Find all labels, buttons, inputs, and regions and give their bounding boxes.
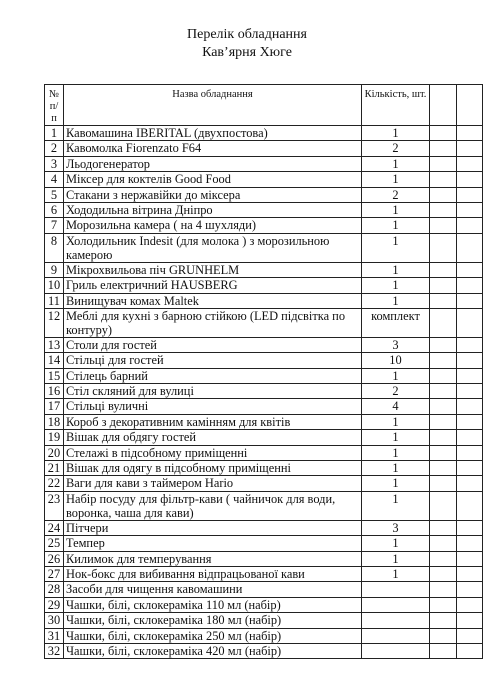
row-number: 30 [45,613,64,628]
row-quantity: комплект [362,308,430,337]
row-number: 4 [45,172,64,187]
row-number: 18 [45,414,64,429]
row-quantity: 1 [362,233,430,262]
row-equipment-name: Меблі для кухні з барною стійкою (LED підсвітка по контуру) [64,308,362,337]
row-number: 7 [45,218,64,233]
row-quantity: 1 [362,566,430,581]
row-equipment-name: Чашки, білі, склокераміка 110 мл (набір) [64,597,362,612]
row-equipment-name: Холодильник Indesit (для молока ) з морозильною камерою [64,233,362,262]
row-extra-2 [457,399,483,414]
row-extra-1 [430,156,457,171]
table-row [45,233,483,262]
row-extra-2 [457,536,483,551]
row-quantity: 1 [362,202,430,217]
row-number: 25 [45,536,64,551]
table-row [45,520,483,535]
table-row [45,613,483,628]
table-row [45,368,483,383]
row-number: 31 [45,628,64,643]
row-extra-2 [457,308,483,337]
row-equipment-name: Засоби для чищення кавомашини [64,582,362,597]
row-extra-2 [457,337,483,352]
row-equipment-name: Пітчери [64,520,362,535]
row-number: 19 [45,430,64,445]
row-quantity: 1 [362,368,430,383]
row-number: 6 [45,202,64,217]
row-quantity: 1 [362,445,430,460]
table-row [45,643,483,658]
table-row [45,628,483,643]
row-number: 22 [45,476,64,491]
row-number: 12 [45,308,64,337]
row-extra-1 [430,278,457,293]
table-row [45,566,483,581]
table-row [45,187,483,202]
row-number: 27 [45,566,64,581]
row-quantity: 1 [362,262,430,277]
row-extra-1 [430,628,457,643]
row-quantity: 1 [362,126,430,141]
row-equipment-name: Кавомашина IBERITAL (двухпостова) [64,126,362,141]
row-number: 5 [45,187,64,202]
table-row [45,445,483,460]
row-extra-2 [457,643,483,658]
row-number: 23 [45,491,64,520]
row-extra-1 [430,262,457,277]
row-extra-1 [430,202,457,217]
row-quantity: 1 [362,414,430,429]
row-extra-1 [430,308,457,337]
row-equipment-name: Нок-бокс для вибивання відпрацьованої кави [64,566,362,581]
row-quantity: 2 [362,384,430,399]
row-number: 32 [45,643,64,658]
row-number: 29 [45,597,64,612]
row-extra-1 [430,613,457,628]
row-number: 24 [45,520,64,535]
row-equipment-name: Стелажі в підсобному приміщенні [64,445,362,460]
row-quantity: 1 [362,551,430,566]
row-extra-2 [457,353,483,368]
row-extra-1 [430,461,457,476]
row-equipment-name: Стільці вуличні [64,399,362,414]
row-equipment-name: Чашки, білі, склокераміка 250 мл (набір) [64,628,362,643]
row-quantity: 1 [362,461,430,476]
table-row [45,156,483,171]
row-number: 28 [45,582,64,597]
row-extra-2 [457,202,483,217]
row-extra-2 [457,461,483,476]
row-extra-1 [430,218,457,233]
row-equipment-name: Вішак для одягу в підсобному приміщенні [64,461,362,476]
row-extra-1 [430,551,457,566]
table-row [45,597,483,612]
row-extra-2 [457,293,483,308]
row-quantity: 10 [362,353,430,368]
row-number: 26 [45,551,64,566]
row-extra-2 [457,520,483,535]
row-equipment-name: Льодогенератор [64,156,362,171]
row-number: 13 [45,337,64,352]
row-extra-1 [430,141,457,156]
row-extra-2 [457,491,483,520]
row-quantity: 1 [362,430,430,445]
row-quantity: 1 [362,172,430,187]
row-extra-2 [457,218,483,233]
row-equipment-name: Набір посуду для фільтр-кави ( чайничок для води, воронка, чаша для кави) [64,491,362,520]
table-row [45,262,483,277]
row-extra-1 [430,430,457,445]
row-number: 14 [45,353,64,368]
row-number: 3 [45,156,64,171]
row-number: 15 [45,368,64,383]
row-equipment-name: Стільці для гостей [64,353,362,368]
table-row [45,582,483,597]
row-number: 16 [45,384,64,399]
header-extra-2 [457,85,483,126]
row-quantity: 2 [362,187,430,202]
table-row [45,293,483,308]
row-extra-2 [457,445,483,460]
row-extra-2 [457,582,483,597]
row-extra-1 [430,414,457,429]
row-number: 8 [45,233,64,262]
table-row [45,430,483,445]
row-quantity [362,597,430,612]
row-quantity [362,628,430,643]
document-subtitle: Кав’ярня Хюге [202,45,292,60]
table-row [45,491,483,520]
row-quantity: 1 [362,476,430,491]
row-quantity: 1 [362,293,430,308]
row-extra-1 [430,172,457,187]
table-header-row [45,85,483,126]
row-equipment-name: Стілець барний [64,368,362,383]
row-quantity: 4 [362,399,430,414]
row-number: 9 [45,262,64,277]
row-extra-2 [457,613,483,628]
row-quantity: 1 [362,218,430,233]
row-quantity [362,643,430,658]
row-equipment-name: Мікрохвильова піч GRUNHELM [64,262,362,277]
equipment-table [44,84,483,659]
header-quantity: Кількість, шт. [362,85,430,126]
row-equipment-name: Стакани з нержавійки до міксера [64,187,362,202]
row-extra-2 [457,141,483,156]
row-quantity: 1 [362,156,430,171]
table-row [45,476,483,491]
row-extra-1 [430,126,457,141]
row-quantity: 3 [362,337,430,352]
table-row [45,126,483,141]
row-extra-1 [430,643,457,658]
row-equipment-name: Вішак для обдягу гостей [64,430,362,445]
header-extra-1 [430,85,457,126]
table-row [45,399,483,414]
row-equipment-name: Стіл скляний для вулиці [64,384,362,399]
table-row [45,308,483,337]
row-equipment-name: Винищувач комах Maltek [64,293,362,308]
row-extra-1 [430,597,457,612]
row-extra-2 [457,476,483,491]
row-extra-2 [457,278,483,293]
header-number: № п/п [45,85,64,126]
table-row [45,461,483,476]
table-row [45,414,483,429]
table-row [45,141,483,156]
table-row [45,172,483,187]
row-quantity: 2 [362,141,430,156]
table-row [45,218,483,233]
row-extra-1 [430,384,457,399]
header-name: Назва обладнання [64,85,362,126]
row-equipment-name: Короб з декоративним камінням для квітів [64,414,362,429]
table-row [45,536,483,551]
row-extra-1 [430,233,457,262]
row-extra-2 [457,126,483,141]
row-extra-1 [430,187,457,202]
row-extra-1 [430,582,457,597]
row-extra-1 [430,536,457,551]
row-extra-2 [457,384,483,399]
row-extra-1 [430,520,457,535]
row-extra-2 [457,368,483,383]
row-equipment-name: Темпер [64,536,362,551]
row-quantity: 3 [362,520,430,535]
row-extra-2 [457,551,483,566]
table-row [45,353,483,368]
row-equipment-name: Столи для гостей [64,337,362,352]
table-body [45,126,483,659]
row-extra-2 [457,566,483,581]
row-equipment-name: Ваги для кави з таймером Hario [64,476,362,491]
row-extra-2 [457,414,483,429]
row-extra-1 [430,353,457,368]
row-extra-1 [430,476,457,491]
row-extra-1 [430,445,457,460]
table-row [45,384,483,399]
row-extra-1 [430,566,457,581]
row-number: 1 [45,126,64,141]
table-row [45,551,483,566]
row-number: 10 [45,278,64,293]
row-quantity: 1 [362,536,430,551]
row-extra-2 [457,187,483,202]
row-quantity: 1 [362,278,430,293]
row-extra-2 [457,233,483,262]
table-row [45,202,483,217]
row-equipment-name: Хододильна вітрина Дніпро [64,202,362,217]
row-number: 21 [45,461,64,476]
row-extra-1 [430,368,457,383]
row-extra-1 [430,399,457,414]
row-equipment-name: Міксер для коктелів Good Food [64,172,362,187]
row-number: 11 [45,293,64,308]
row-equipment-name: Чашки, білі, склокераміка 180 мл (набір) [64,613,362,628]
row-extra-1 [430,491,457,520]
row-extra-1 [430,293,457,308]
row-quantity [362,613,430,628]
row-equipment-name: Гриль електричний HAUSBERG [64,278,362,293]
table-row [45,278,483,293]
row-extra-2 [457,262,483,277]
row-extra-2 [457,172,483,187]
table-row [45,337,483,352]
row-extra-2 [457,597,483,612]
row-number: 2 [45,141,64,156]
row-equipment-name: Чашки, білі, склокераміка 420 мл (набір) [64,643,362,658]
row-quantity [362,582,430,597]
row-quantity: 1 [362,491,430,520]
row-equipment-name: Кавомолка Fiorenzato F64 [64,141,362,156]
row-number: 17 [45,399,64,414]
row-equipment-name: Морозильна камера ( на 4 шухляди) [64,218,362,233]
document-title: Перелік обладнання [187,27,307,42]
row-equipment-name: Килимок для темперування [64,551,362,566]
row-extra-2 [457,628,483,643]
row-extra-1 [430,337,457,352]
row-extra-2 [457,156,483,171]
row-extra-2 [457,430,483,445]
row-number: 20 [45,445,64,460]
